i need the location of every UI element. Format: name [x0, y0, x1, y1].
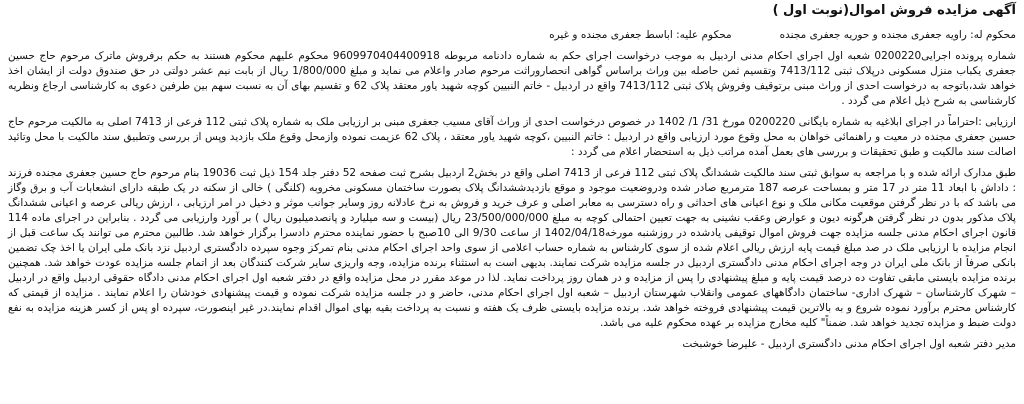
- notice-title: آگهی مزایده فروش اموال(نوبت اول ): [772, 3, 1016, 18]
- case-paragraph: شماره پرونده اجرایی0200220 شعبه اول اجرای احکام مدنی اردبیل به موجب درخواست اجرای حکم به شماره دادنامه مربوطه 9609970404400918 محکوم علیهم محکوم هستند به حکم برفروش ماترک مرحوم حاج حسین جعفری یکباب منزل مسکونی درپلاک ثبتی 7413/112 وتقسیم ثمن حاصله بین وراث براساس گواهی انحصاروراثت مرحوم صادر واعلام می نماید و مبلغ 1/800/000 ریال از بابت نیم عشر دولتی در حق صندوق دولت از ایشان اخذ خواهد شد،باتوجه به درخواست احدی از وراث مبنی برتوقیف وفروش پلاک ثبتی 7413/112 واقع در اردبیل - خاتم النبیین کوچه شهید یاور معتقد پلاک 62 و تقسیم بهای آن به نسبت سهم بین طرفین دعوی به کارشناسی ارجاع ونظریه کارشناسی به شرح ذیل اعلام می گردد .: [8, 50, 1016, 107]
- parties-line: [8, 28, 1016, 43]
- defendant-text: محکوم علیه: اباسط جعفری مجنده و غیره: [549, 29, 732, 41]
- signature-line: مدیر دفتر شعبه اول اجرای احکام مدنی دادگستری اردبیل - علیرضا خوشبخت: [682, 338, 1016, 350]
- plaintiff-text: محکوم له: راویه جعفری مجنده و حوریه جعفری مجنده: [779, 29, 1016, 41]
- property-details-paragraph: طبق مدارک ارائه شده و با مراجعه به سوابق ثبتی سند مالکیت ششدانگ پلاک ثبتی 112 فرعی از 7413 اصلی واقع در بخش2 اردبیل بشرح ثبت صفحه 52 دفتر جلد 154 ذیل ثبت 19036 بنام مرحوم حاج حسین جعفری مجنده فرزند : داداش با ابعاد 11 متر در 17 متر و بمساحت عرصه 187 مترمربع صادر شده ودروضعیت موجود و موقع بازدیدششدانگ پلاک بصورت ساختمان مسکونی مخروبه (کلنگی ) خالی از سکنه در یک طبقه دارای انشعابات آب و برق وگاز می باشد که با در نظر گرفتن موقعیت مکانی ملک و نوع اعیانی های احداثی و راه دسترسی به معابر اصلی و عرف خرید و فروش به نرخ عادلانه روز وسایر جوانب موثر و دخیل در امر ارزیابی ، ارزش ریالی عرصه و اعیانی ششدانگ پلاک مذکور بدون در نظر گرفتن هرگونه دیون و عوارض وعقب نشینی به جهت تعیین احتمالی کوچه به مبلغ 23/500/000/000 ریال (بیست و سه میلیارد و پانصدمیلیون ریال ) بر آورد وارزیابی می گردد . بنابراین در اجرای ماده 114 قانون اجرای احکام مدنی جلسه مزایده جهت فروش اموال توقیفی یادشده در روزشنبه مورخه1402/04/18 از ساعت 9/30 الی 10صبح با حضور نماینده محترم دادسرا برگزار خواهد شد. طالبین محترم می توانند یک ساعت قبل از انجام مزایده با ارزیابی ملک در صد مبلغ قیمت پایه ارزش ریالی اعلام شده از سوی کارشناس به شماره حساب اعلامی از سوی واحد اجرای احکام مدنی بنام تمرکز وجوه سپرده دادگستری اردبیل نزد بانک ملی ایران یا اخذ چک تضمین بانکی صرفاً از بانک ملی ایران در وجه اجرای احکام مدنی دادگستری اردبیل در جلسه مزایده شرکت نمایند. بدیهی است به استثناء برنده مزایده، وجه واریزی سایر شرکت کنندگان بعد از اتمام جلسه مزایده عودت خواهد شد. همچنین برنده مزایده بایستی مابقی تفاوت ده درصد قیمت پایه و مبلغ پیشنهادی را پس از مزایده و در همان روز پرداخت نماید. لذا در موعد مقرر در محل مزایده واقع در دفتر شعبه اول اجرای احکام مدنی دادگاه حقوقی اردبیل واقع در اردبیل – شهرک کارشناسان – شهرک اداری- ساختمان دادگاههای عمومی وانقلاب شهرستان اردبیل – شعبه اول اجرای احکام مدنی، حاضر و در جلسه مزایده شرکت نموده و قیمت پیشنهادی خودشان را اعلام نمایند . مزایده از قیمتی که کارشناس محترم برآورد نموده شروع و به بالاترین قیمت پیشنهادی فروخته خواهد شد. برنده مزایده بایستی ظرف یک هفته و نسبت به پرداخت بقیه بهای اموال اقدام نمایند.در غیر اینصورت، سپرده او پس از کسر هزینه مزایده به نفع دولت ضبط و مزایده تجدید خواهد شد. ضمناً" کلیه مخارج مزایده بر عهده محکوم علیه می باشد.: [8, 167, 1017, 329]
- appraisal-paragraph: ارزیابی :احتراماً در اجرای ابلاغیه به شماره بایگانی 0200220 مورخ 31/ 1/ 1402 در خصوص درخواست احدی از وراث آقای مسیب جعفری مبنی بر ارزیابی ملک به شماره پلاک ثبتی 112 فرعی از 7413 اصلی به مالکیت مرحوم حاج حسین جعفری مجنده در معیت و راهنمائی خواهان به محل وقوع مورد ارزیابی واقع در اردبیل : خاتم النبیین ،کوچه شهید یاور معتقد ، پلاک 62 عزیمت نموده وازمحل وقوع ملک بازدید وپس از بررسی وتطبیق سند مالکیت با محل وتائید اصالت سند مالکیت و طبق تحقیقات و بررسی های بعمل آمده مراتب ذیل به استحضار اعلام می گردد :: [8, 116, 1017, 158]
